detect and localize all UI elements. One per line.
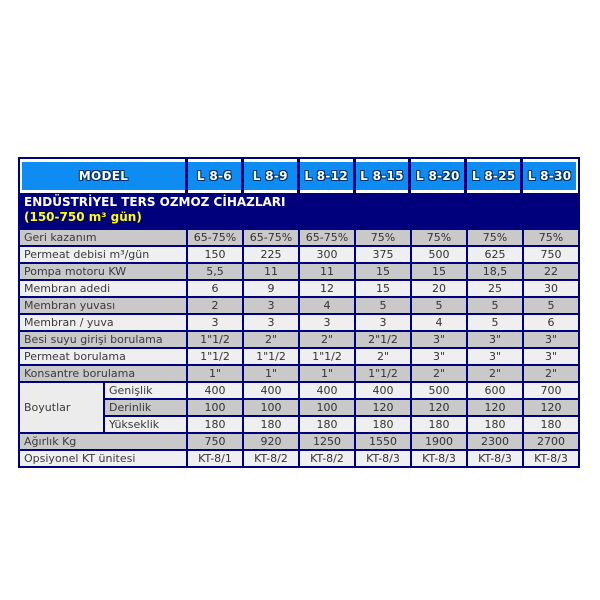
row-label: Membran yuvası (20, 298, 188, 313)
cell-value: 3" (468, 349, 524, 364)
banner-title: ENDÜSTRİYEL TERS OZMOZ CİHAZLARI (24, 195, 286, 209)
cell-value: 25 (468, 281, 524, 296)
table-row (20, 313, 578, 330)
cell-value: 30 (544, 282, 558, 295)
column-header-cell-bg (300, 162, 353, 190)
column-header-cell (523, 159, 576, 193)
cell-value: 20 (412, 281, 468, 296)
cell-value: 15 (356, 264, 412, 279)
cell-value: 2" (544, 367, 558, 380)
table-body (20, 228, 578, 466)
cell-value: 120 (412, 400, 468, 415)
cell-value: 180 (188, 417, 244, 432)
row-label: Membran / yuva (20, 315, 188, 330)
cell-value: 1"1/2 (300, 349, 356, 364)
cell-value: 1"1/2 (188, 332, 244, 347)
cell-value: 225 (244, 247, 300, 262)
cell-value: 2"1/2 (356, 332, 412, 347)
table-row (20, 279, 578, 296)
row-label: Konsantre borulama (20, 366, 188, 381)
dimension-sub-label: Derinlik (105, 400, 188, 415)
cell-value: 700 (540, 384, 562, 397)
cell-value: 1900 (412, 434, 468, 449)
dimensions-group (20, 381, 578, 432)
cell-value: 1" (300, 366, 356, 381)
cell-value: KT-8/3 (356, 451, 412, 466)
cell-value: 4 (412, 315, 468, 330)
cell-value: 180 (540, 418, 562, 431)
cell-value: 120 (540, 401, 562, 414)
cell-value: 180 (300, 417, 356, 432)
table-row (20, 449, 578, 466)
cell-value: 3" (544, 350, 558, 363)
model-header-label: MODEL (78, 169, 129, 183)
cell-value: 2" (412, 366, 468, 381)
cell-value: 3 (244, 315, 300, 330)
column-header-cell (467, 159, 523, 193)
cell-value: 750 (188, 434, 244, 449)
cell-value: 5 (356, 298, 412, 313)
column-header-cell (300, 159, 356, 193)
column-header-label: L 8-6 (196, 169, 232, 183)
column-header-cell (244, 159, 300, 193)
column-header-cell-bg (411, 162, 464, 190)
cell-value: KT-8/3 (534, 452, 568, 465)
cell-value: 750 (540, 248, 562, 261)
dimensions-sub-rows (105, 383, 578, 432)
category-banner (20, 193, 578, 228)
row-label: Geri kazanım (20, 230, 188, 245)
cell-value: 1" (188, 366, 244, 381)
cell-value: KT-8/3 (412, 451, 468, 466)
cell-value: 15 (412, 264, 468, 279)
column-header-cell-bg (467, 162, 520, 190)
cell-value: 500 (412, 383, 468, 398)
cell-value: 4 (300, 298, 356, 313)
cell-value: 1250 (300, 434, 356, 449)
cell-value: 65-75% (244, 230, 300, 245)
cell-value: 6 (547, 316, 555, 329)
cell-value: 75% (468, 230, 524, 245)
cell-value: 2" (468, 366, 524, 381)
row-label: Membran adedi (20, 281, 188, 296)
model-header-cell-bg (22, 162, 185, 190)
column-header-cell-bg (356, 162, 409, 190)
cell-value: 5 (468, 315, 524, 330)
cell-value: 65-75% (188, 230, 244, 245)
dimension-sub-label: Genişlik (105, 383, 188, 398)
model-header-cell (22, 159, 188, 193)
cell-value: 75% (412, 230, 468, 245)
cell-value: 375 (356, 247, 412, 262)
cell-value: 1"1/2 (244, 349, 300, 364)
column-header-cell-bg (188, 162, 241, 190)
cell-value: 11 (300, 264, 356, 279)
cell-value: 120 (356, 400, 412, 415)
cell-value: 65-75% (300, 230, 356, 245)
cell-value: 500 (412, 247, 468, 262)
cell-value: 180 (412, 417, 468, 432)
column-header-cell-bg (523, 162, 576, 190)
cell-value: KT-8/1 (188, 451, 244, 466)
column-header-cell (356, 159, 412, 193)
cell-value: 6 (188, 281, 244, 296)
cell-value: 5,5 (188, 264, 244, 279)
cell-value: 3 (356, 315, 412, 330)
cell-value: 120 (468, 400, 524, 415)
cell-value: 2" (300, 332, 356, 347)
spec-table (18, 157, 580, 468)
cell-value: 2" (244, 332, 300, 347)
cell-value: 400 (188, 383, 244, 398)
cell-value: 5 (547, 299, 555, 312)
cell-value: 2700 (537, 435, 565, 448)
column-header-label: L 8-15 (360, 169, 404, 183)
table-row (20, 364, 578, 381)
cell-value: 1"1/2 (188, 349, 244, 364)
column-header-cell (188, 159, 244, 193)
cell-value: 400 (300, 383, 356, 398)
column-header-label: L 8-9 (252, 169, 288, 183)
cell-value: 180 (356, 417, 412, 432)
cell-value: 1550 (356, 434, 412, 449)
cell-value: 2300 (468, 434, 524, 449)
table-row (20, 330, 578, 347)
cell-value: 625 (468, 247, 524, 262)
cell-value: 12 (300, 281, 356, 296)
cell-value: KT-8/3 (468, 451, 524, 466)
row-label: Opsiyonel KT ünitesi (20, 451, 188, 466)
cell-value: 3" (412, 332, 468, 347)
column-header-cell-bg (244, 162, 297, 190)
cell-value: 920 (244, 434, 300, 449)
row-label: Permeat borulama (20, 349, 188, 364)
cell-value: 75% (538, 231, 564, 244)
cell-value: 100 (244, 400, 300, 415)
cell-value: 2 (188, 298, 244, 313)
cell-value: 150 (188, 247, 244, 262)
table-row (20, 262, 578, 279)
cell-value: 11 (244, 264, 300, 279)
banner-subtitle: (150-750 m³ gün) (24, 210, 142, 224)
cell-value: 3 (244, 298, 300, 313)
column-header-cell (411, 159, 467, 193)
cell-value: 5 (412, 298, 468, 313)
cell-value: 600 (468, 383, 524, 398)
cell-value: 400 (356, 383, 412, 398)
cell-value: 22 (544, 265, 558, 278)
table-row (105, 383, 578, 398)
cell-value: 400 (244, 383, 300, 398)
cell-value: 100 (300, 400, 356, 415)
cell-value: 3 (188, 315, 244, 330)
cell-value: 180 (468, 417, 524, 432)
table-row (105, 415, 578, 432)
cell-value: 75% (356, 230, 412, 245)
cell-value: 3" (412, 349, 468, 364)
table-header-row (20, 159, 578, 193)
cell-value: 1"1/2 (356, 366, 412, 381)
cell-value: KT-8/2 (300, 451, 356, 466)
cell-value: 15 (356, 281, 412, 296)
column-header-label: L 8-30 (527, 169, 572, 183)
cell-value: 180 (244, 417, 300, 432)
cell-value: 300 (300, 247, 356, 262)
table-row (20, 245, 578, 262)
cell-value: 3" (468, 332, 524, 347)
cell-value: 18,5 (468, 264, 524, 279)
cell-value: 1" (244, 366, 300, 381)
dimensions-group-label: Boyutlar (20, 383, 105, 432)
column-header-label: L 8-20 (416, 169, 460, 183)
row-label: Ağırlık Kg (20, 434, 188, 449)
table-row (20, 296, 578, 313)
cell-value: 2" (356, 349, 412, 364)
table-row (20, 228, 578, 245)
row-label: Permeat debisi m³/gün (20, 247, 188, 262)
table-row (105, 398, 578, 415)
cell-value: 100 (188, 400, 244, 415)
row-label: Pompa motoru KW (20, 264, 188, 279)
row-label: Besi suyu girişi borulama (20, 332, 188, 347)
cell-value: 9 (244, 281, 300, 296)
table-row (20, 347, 578, 364)
dimension-sub-label: Yükseklik (105, 417, 188, 432)
column-header-label: L 8-25 (471, 169, 516, 183)
cell-value: 3 (300, 315, 356, 330)
column-header-label: L 8-12 (304, 169, 348, 183)
cell-value: 3" (544, 333, 558, 346)
cell-value: KT-8/2 (244, 451, 300, 466)
cell-value: 5 (468, 298, 524, 313)
table-row (20, 432, 578, 449)
